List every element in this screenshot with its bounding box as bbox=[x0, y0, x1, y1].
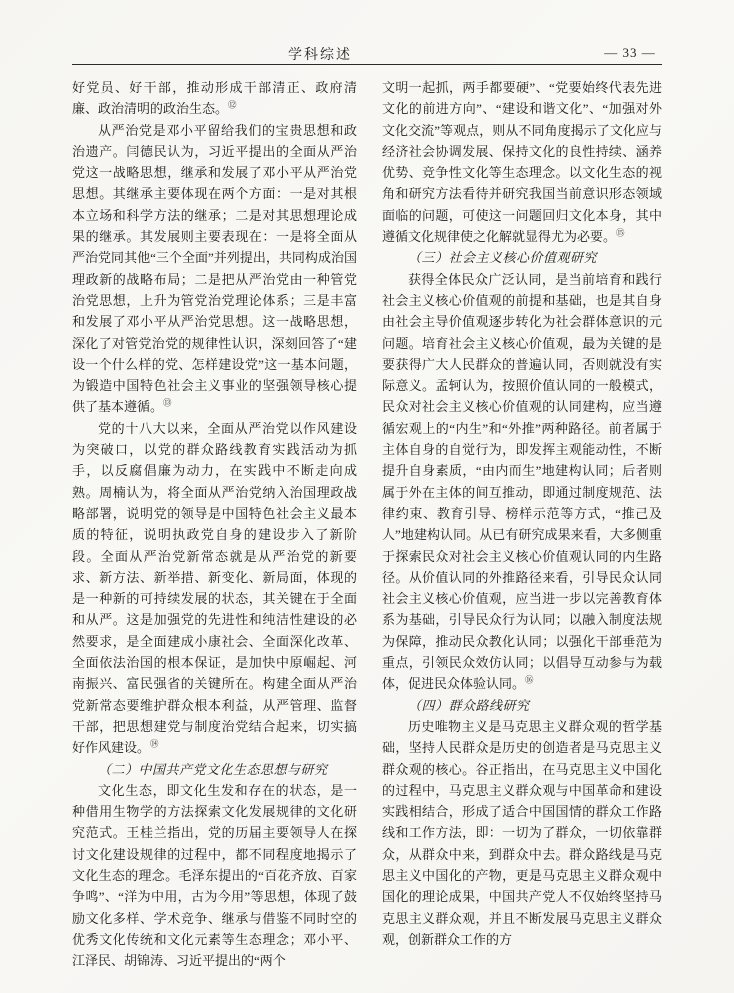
subsection-heading: （四）群众路线研究 bbox=[408, 697, 530, 713]
footnote-ref: ⑬ bbox=[163, 398, 172, 409]
paragraph bbox=[382, 77, 662, 247]
header-rule bbox=[72, 64, 662, 65]
footnote-ref: ⑭ bbox=[150, 738, 159, 749]
paragraph-text: 历史唯物主义是马克思主义群众观的哲学基础，坚持人民群众是历史的创造者是马克思主义群众观的核心。谷正指出，在马克思主义中国化的过程中，马克思主义群众观与中国革命和建设实践相结合，形成了适合中国国情的群众工作路线和工作方法，即：一切为了群众，一切依靠群众，从群众中来，到群众中去。群众路线是马克思主义中国化的产物，更是马克思主义群众观中国化的理论成果，中国共产党人不仅始终坚持马克思主义群众观，并且不断发展马克思主义群众观，创新群众工作的方 bbox=[382, 718, 662, 947]
paragraph bbox=[382, 716, 662, 950]
paragraph-text: 好党员、好干部，推动形成干部清正、政府清廉、政治清明的政治生态。 bbox=[72, 80, 357, 117]
running-head-title: 学科综述 bbox=[288, 48, 352, 63]
right-column bbox=[382, 77, 662, 950]
page-number: — 33 — bbox=[604, 45, 656, 60]
paragraph bbox=[72, 120, 357, 418]
footnote-ref: ⑯ bbox=[525, 674, 534, 685]
footnote-ref: ⑮ bbox=[616, 227, 625, 238]
paragraph bbox=[72, 780, 357, 972]
left-column bbox=[72, 77, 357, 971]
paragraph-text: 党的十八大以来，全面从严治党以作风建设为突破口，以党的群众路线教育实践活动为抓手，以反腐倡廉为动力，在实践中不断走向成熟。周楠认为，将全面从严治党纳入治国理政战略部署，说明党的领导是中国特色社会主义最本质的特征，说明执政党自身的建设步入了新阶段。全面从严治党新常态就是从严治党的新要求、新方法、新举措、新变化、新局面，体现的是一种新的可持续发展的状态，其关键在于全面和从严。这是加强党的先进性和纯洁性建设的必然要求，是全面建成小康社会、全面深化改革、全面依法治国的根本保证，是加快中原崛起、河南振兴、富民强省的关键所在。构建全面从严治党新常态要维护群众根本利益，从严管理、监督干部，把思想建党与制度治党结合起来，切实搞好作风建设。 bbox=[72, 420, 357, 756]
footnote-ref: ⑫ bbox=[228, 99, 237, 110]
paragraph-text: 从严治党是邓小平留给我们的宝贵思想和政治遗产。闫德民认为，习近平提出的全面从严治党这一战略思想，继承和发展了邓小平从严治党思想。其继承主要体现在两个方面：一是对其根本立场和科学方法的继承；二是对其思想理论成果的继承。其发展则主要表现在：一是将全面从严治党同其他“三个全面”并列提出，共同构成治国理政新的战略布局；二是把从严治党由一种管党治党思想，上升为管党治党理论体系；三是丰富和发展了邓小平从严治党思想。这一战略思想，深化了对管党治党的规律性认识，深刻回答了“建设一个什么样的党、怎样建设党”这一基本问题，为锻造中国特色社会主义事业的坚强领导核心提供了基本遵循。 bbox=[72, 122, 357, 415]
paragraph-text: 获得全体民众广泛认同，是当前培育和践行社会主义核心价值观的前提和基础，也是其自身由社会主导价值观逐步转化为社会群体意识的元问题。培育社会主义核心价值观，最为关键的是要获得广大人民群众的普遍认同，否则就没有实际意义。孟轲认为，按照价值认同的一般模式，民众对社会主义核心价值观的认同建构，应当遵循宏观上的“内生”和“外推”两种路径。前者属于主体自身的自觉行为，即发挥主观能动性，不断提升自身素质，“由内而生”地建构认同；后者则属于外在主体的间互推动，即通过制度规范、法律约束、教育引导、榜样示范等方式，“推己及人”地建构认同。从已有研究成果来看，大多侧重于探索民众对社会主义核心价值观认同的内生路径。从价值认同的外推路径来看，引导民众认同社会主义核心价值观，应当进一步以完善教育体系为基础，引导民众行为认同；以融入制度法规为保障，推动民众教化认同；以强化干部垂范为重点，引领民众效仿认同；以倡导互动参与为载体，促进民众体验认同。 bbox=[382, 271, 662, 692]
paragraph-text: 文明一起抓，两手都要硬”、“党要始终代表先进文化的前进方向”、“建设和谐文化”、“加强对外文化交流”等观点，则从不同角度揭示了文化应与经济社会协调发展、保持文化的良性持续、涵养优势、竞争性文化等生态理念。以文化生态的视角和研究方法看待并研究我国当前意识形态领域面临的问题，可使这一问题回归文化本身，其中遵循文化规律使之化解就显得尤为必要。 bbox=[382, 80, 662, 245]
paragraph bbox=[382, 269, 662, 695]
paragraph-text: 文化生态，即文化生发和存在的状态，是一种借用生物学的方法探索文化发展规律的文化研究范式。王桂兰指出，党的历届主要领导人在探讨文化建设规律的过程中，都不同程度地揭示了文化生态的理念。毛泽东提出的“百花齐放、百家争鸣”、“洋为中用，古为今用”等思想，体现了鼓励文化多样、学术竞争、继承与借鉴不同时空的优秀文化传统和文化元素等生态理念；邓小平、江泽民、胡锦涛、习近平提出的“两个 bbox=[72, 782, 357, 969]
paragraph bbox=[72, 418, 357, 759]
paragraph bbox=[72, 77, 357, 120]
subsection-heading: （三）社会主义核心价值观研究 bbox=[408, 250, 598, 266]
subsection-heading: （二）中国共产党文化生态思想与研究 bbox=[98, 761, 328, 777]
